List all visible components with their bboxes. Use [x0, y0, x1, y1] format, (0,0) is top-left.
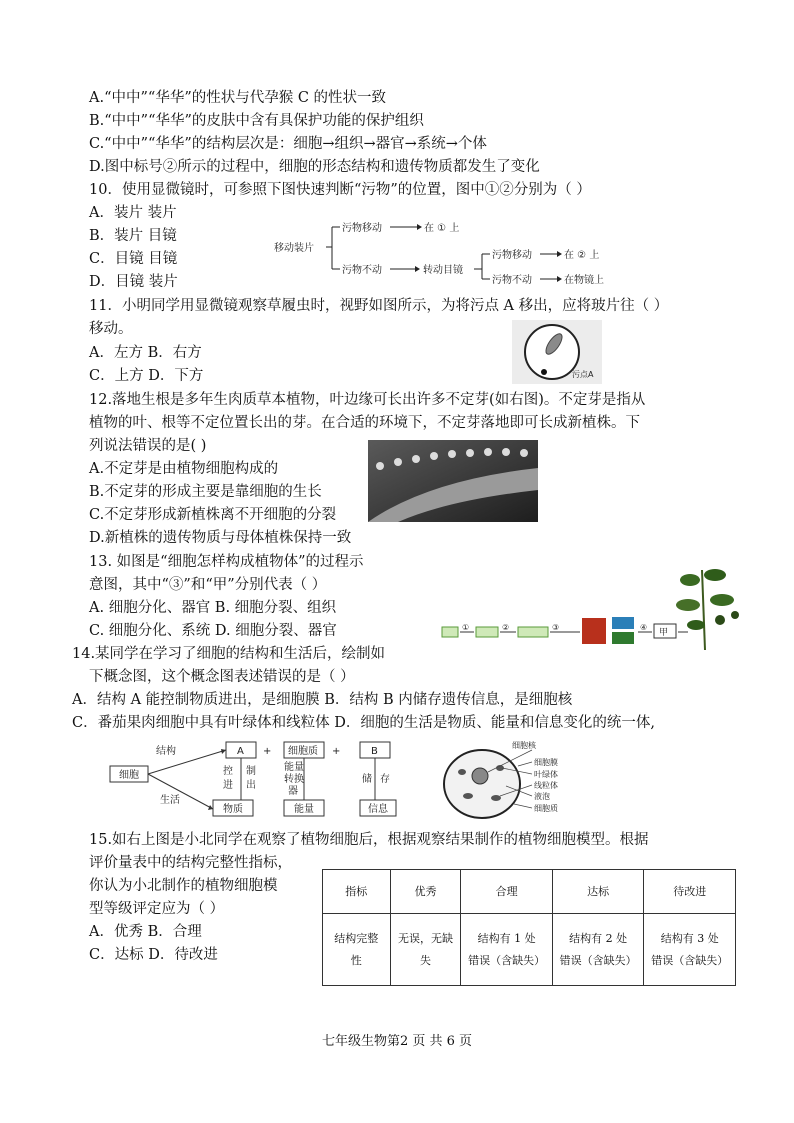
fig-dirt-moves-2: 污物移动: [492, 250, 532, 261]
svg-text:换: 换: [294, 774, 304, 785]
svg-text:器: 器: [288, 786, 298, 797]
q13-cell-to-plant-figure: [440, 560, 740, 652]
svg-text:物质: 物质: [223, 804, 243, 815]
svg-text:储: 储: [362, 774, 372, 785]
table-header-cell: 达标: [552, 870, 644, 914]
q15-stem-3: 你认为小北制作的植物细胞模: [89, 878, 278, 894]
svg-text:生活: 生活: [160, 795, 180, 806]
q15-stem-1: 15.如右上图是小北同学在观察了植物细胞后，根据观察结果制作的植物细胞模型。根据: [89, 832, 649, 848]
q9-option-d: D.图中标号②所示的过程中，细胞的形态结构和遗传物质都发生了变化: [89, 159, 540, 175]
svg-text:信息: 信息: [368, 804, 388, 815]
q14-concept-map: [108, 740, 418, 820]
label-jia: 甲: [659, 628, 669, 638]
q12-stem-3: 列说法错误的是( ): [89, 438, 207, 454]
tissue-red: [582, 618, 606, 644]
table-header-cell: 优秀: [390, 870, 461, 914]
q15-options-cd: C．达标 D．待改进: [89, 947, 218, 963]
q12-stem-2: 植物的叶、根等不定位置长出的芽。在合适的环境下，不定芽落地即可长成新植株。下: [89, 415, 640, 431]
q9-option-c: C.“中中”“华华”的结构层次是：细胞→组织→器官→系统→个体: [89, 136, 487, 152]
svg-text:细胞质: 细胞质: [288, 746, 318, 757]
svg-text:控: 控: [223, 766, 233, 777]
q15-evaluation-table: [322, 869, 736, 986]
svg-text:②: ②: [502, 623, 510, 632]
table-cell: 结构有 1 处 错误（含缺失）: [461, 914, 553, 986]
q10-stem: 10．使用显微镜时，可参照下图快速判断“污物”的位置，图中①②分别为（ ）: [89, 182, 591, 198]
q11-stem-2: 移动。: [89, 321, 133, 337]
q10-option-d: D．目镜 装片: [89, 274, 178, 290]
q10-option-b: B．装片 目镜: [89, 228, 177, 244]
table-row: [323, 914, 736, 986]
q10-option-c: C．目镜 目镜: [89, 251, 178, 267]
svg-text:细胞膜: 细胞膜: [534, 758, 558, 767]
q9-option-b: B.“中中”“华华”的皮肤中含有具保护功能的保护组织: [89, 113, 424, 129]
q11-options-cd: C．上方 D．下方: [89, 368, 204, 384]
q12-option-d: D.新植株的遗传物质与母体植株保持一致: [89, 530, 352, 546]
q12-leaf-photo: [368, 440, 538, 522]
svg-text:+: +: [263, 746, 272, 757]
fig-dirt-moves: 污物移动: [342, 223, 382, 234]
q11-stem-1: 11．小明同学用显微镜观察草履虫时，视野如图所示，为将污点 A 移出，应将玻片往（ ）: [89, 298, 669, 314]
q13-options-ab: A. 细胞分化、器官 B. 细胞分裂、组织: [89, 600, 337, 616]
q15-options-ab: A．优秀 B．合理: [89, 924, 202, 940]
svg-text:③: ③: [552, 623, 560, 632]
q11-microscope-view: [512, 320, 602, 384]
svg-text:液泡: 液泡: [534, 792, 550, 801]
q13-stem-1: 13. 如图是“细胞怎样构成植物体”的过程示: [89, 554, 364, 570]
q14-options-cd: C．番茄果肉细胞中具有叶绿体和线粒体 D．细胞的生活是物质、能量和信息变化的统一体,: [72, 715, 655, 731]
fig-dirt-still: 污物不动: [342, 265, 382, 276]
tissue-green: [612, 632, 634, 644]
q12-option-a: A.不定芽是由植物细胞构成的: [89, 461, 279, 477]
q9-option-a: A.“中中”“华华”的性状与代孕猴 C 的性状一致: [89, 90, 387, 106]
fig-dirt-still-2: 污物不动: [492, 275, 532, 286]
svg-text:细胞质: 细胞质: [534, 804, 558, 813]
svg-text:A: A: [237, 746, 244, 757]
q13-stem-2: 意图，其中“③”和“甲”分别代表（ ）: [89, 577, 327, 593]
svg-text:出: 出: [246, 780, 256, 791]
svg-text:叶绿体: 叶绿体: [534, 770, 558, 779]
q13-options-cd: C. 细胞分化、系统 D. 细胞分裂、器官: [89, 623, 337, 639]
svg-text:+: +: [332, 746, 341, 757]
q12-option-b: B.不定芽的形成主要是靠细胞的生长: [89, 484, 322, 500]
svg-text:①: ①: [462, 623, 470, 632]
svg-text:进: 进: [223, 780, 233, 791]
plant-drawing: [676, 569, 739, 650]
fig-on-2: 在 ② 上: [564, 250, 600, 261]
fig-on-objective: 在物镜上: [564, 275, 604, 286]
svg-text:④: ④: [640, 623, 648, 632]
svg-text:细胞核: 细胞核: [512, 741, 536, 750]
table-cell: 结构有 2 处 错误（含缺失）: [552, 914, 644, 986]
q14-stem-2: 下概念图，这个概念图表述错误的是（ ）: [89, 669, 355, 685]
q11-options-ab: A．左方 B．右方: [89, 345, 202, 361]
svg-text:结构: 结构: [156, 746, 176, 757]
svg-text:线粒体: 线粒体: [534, 781, 558, 790]
dirt-spot-label: 污点A: [572, 370, 594, 379]
tissue-blue: [612, 617, 634, 629]
svg-text:能: 能: [284, 762, 294, 773]
q14-options-ab: A．结构 A 能控制物质进出，是细胞膜 B．结构 B 内储存遗传信息，是细胞核: [72, 692, 573, 708]
table-header-cell: 待改进: [644, 870, 736, 914]
svg-text:细胞: 细胞: [119, 770, 139, 781]
q14-stem-1: 14.某同学在学习了细胞的结构和生活后，绘制如: [72, 646, 386, 662]
q12-option-c: C.不定芽形成新植株离不开细胞的分裂: [89, 507, 337, 523]
table-cell: 无误，无缺 失: [390, 914, 461, 986]
q10-flow-figure: [272, 212, 622, 292]
q15-stem-4: 型等级评定应为（ ）: [89, 901, 225, 917]
svg-text:B: B: [371, 746, 378, 757]
svg-text:存: 存: [380, 774, 390, 785]
table-header-cell: 指标: [323, 870, 391, 914]
svg-text:量: 量: [294, 762, 304, 773]
page-footer: 七年级生物第2 页 共 6 页: [321, 1034, 473, 1049]
q10-option-a: A．装片 装片: [89, 205, 177, 221]
fig-on-1: 在 ① 上: [424, 223, 460, 234]
svg-text:能量: 能量: [294, 804, 314, 815]
q14-cell-model: [440, 738, 590, 826]
svg-text:转: 转: [284, 774, 294, 785]
table-header-row: [323, 870, 736, 914]
table-cell: 结构有 3 处 错误（含缺失）: [644, 914, 736, 986]
q12-stem-1: 12.落地生根是多年生肉质草本植物，叶边缘可长出许多不定芽(如右图)。不定芽是指从: [89, 392, 646, 408]
table-cell: 结构完整 性: [323, 914, 391, 986]
table-header-cell: 合理: [461, 870, 553, 914]
svg-text:制: 制: [246, 766, 256, 777]
fig-turn-eyepiece: 转动目镜: [423, 265, 463, 276]
fig-move-slide: 移动装片: [274, 243, 314, 254]
q15-stem-2: 评价量表中的结构完整性指标，: [89, 855, 292, 871]
dirt-spot-a: [541, 369, 547, 375]
